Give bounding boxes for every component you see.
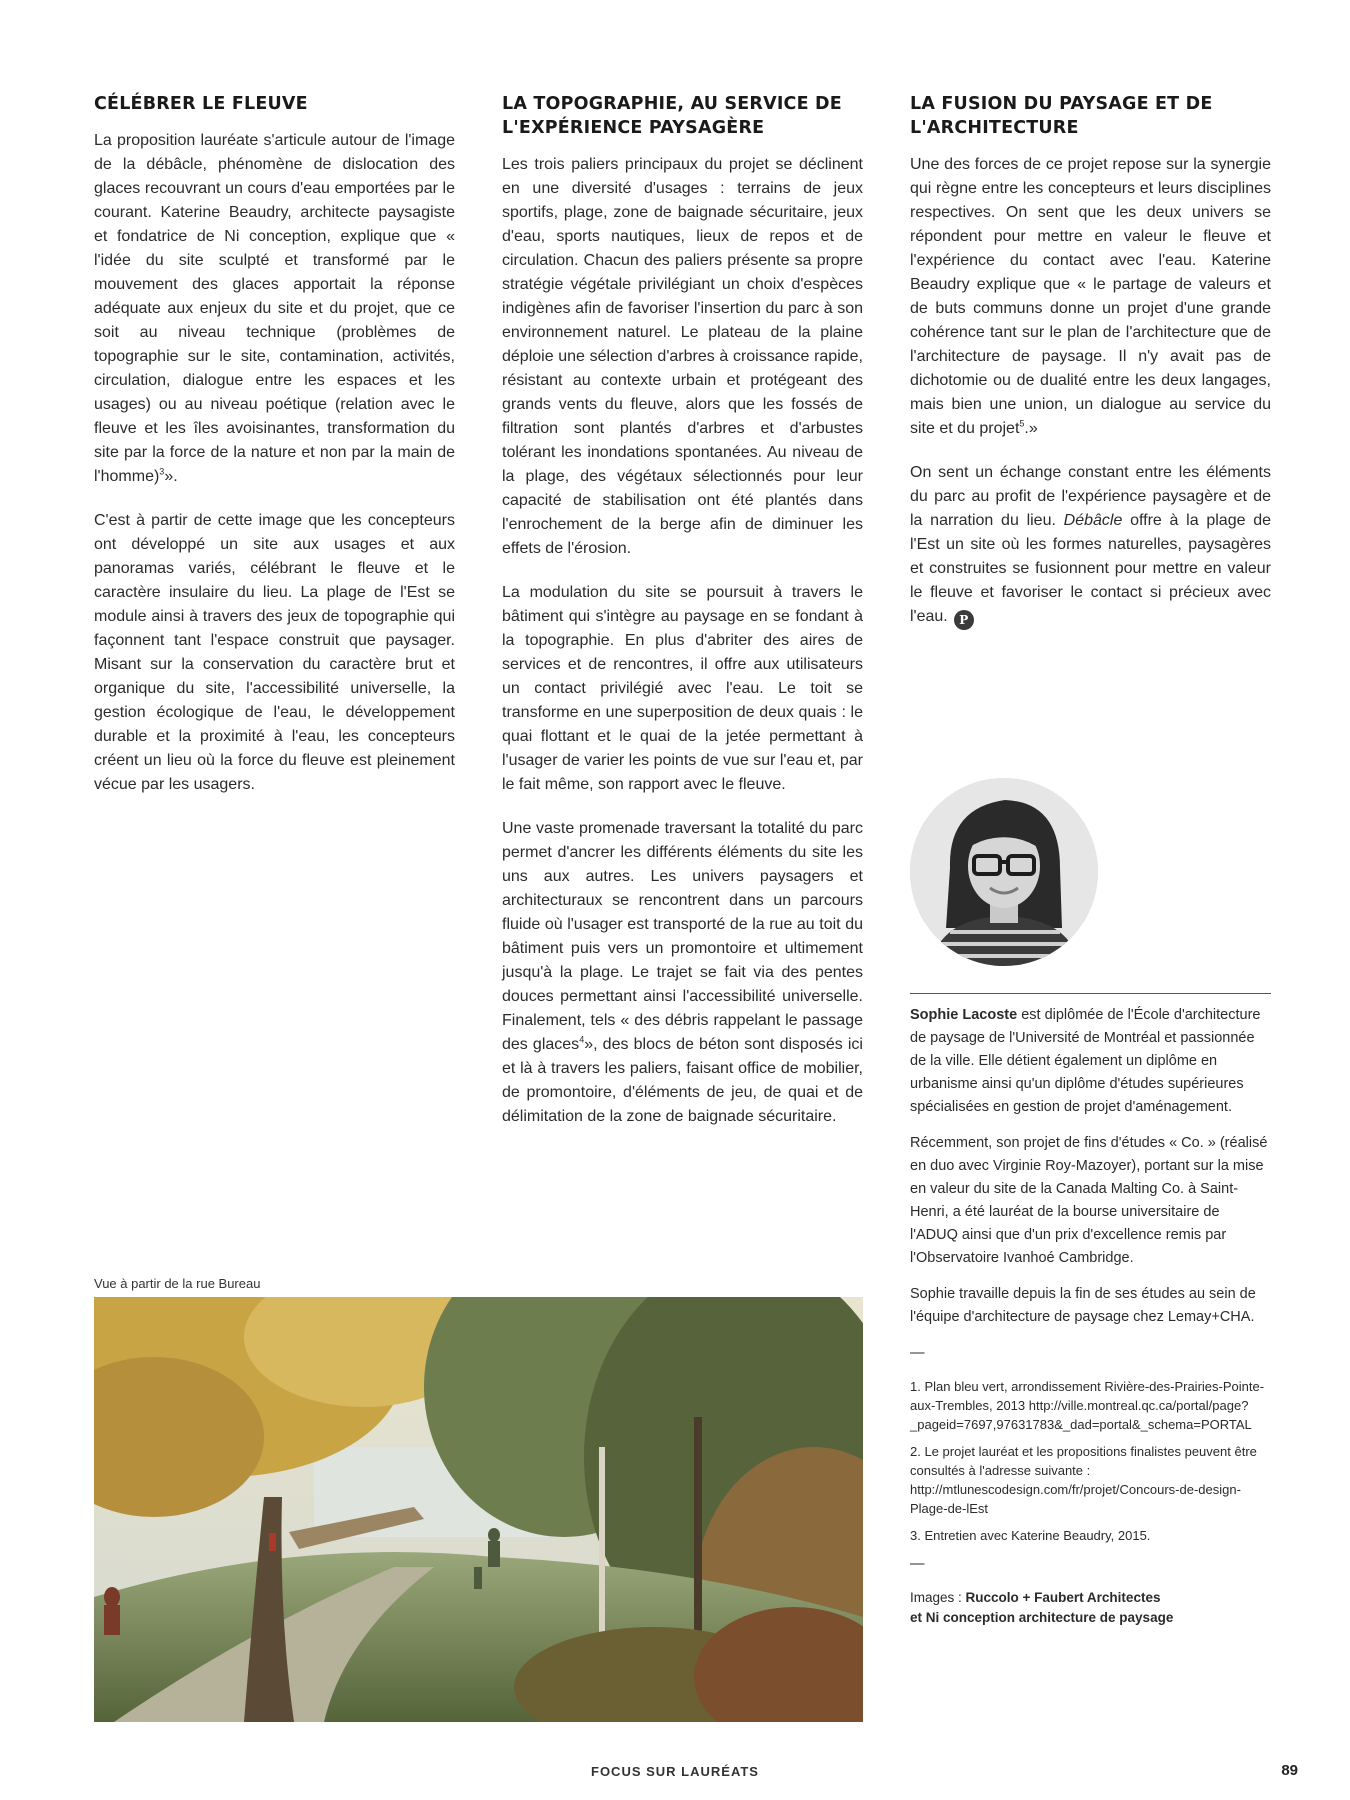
footer-section-title: FOCUS SUR LAURÉATS [591, 1764, 759, 1779]
divider [910, 993, 1271, 994]
footnote-3: 3. Entretien avec Katerine Beaudry, 2015. [910, 1528, 1151, 1543]
separator-dash: — [910, 1345, 925, 1361]
column-fusion [910, 92, 1271, 650]
bio-paragraph: Sophie travaille depuis la fin de ses études au sein de l'équipe d'architecture de paysage chez Lemay+CHA. [910, 1286, 1256, 1325]
paragraph: On sent un échange constant entre les éléments du parc au profit de l'expérience paysagère et de la narration du lieu. Débâcle offre à la plage de l'Est un site où les formes naturelles, paysagères et construites se fusionnent pour mettre en valeur le fleuve et favoriser le contact si précieux avec l'eau. P [910, 461, 1271, 630]
end-of-article-icon: P [954, 610, 974, 630]
footnote-2: 2. Le projet lauréat et les propositions finalistes peuvent être consultés à l'adresse suivante : http://mtlunescodesign.com/fr/projet/Concours-de-design-Plage-de-lEst [910, 1444, 1257, 1516]
paragraph: La modulation du site se poursuit à travers le bâtiment qui s'intègre au paysage en se fondant à la topographie. En plus d'abriter des aires de services et de rencontres, il offre aux utilisateurs un contact privilégié avec l'eau. Le toit se transforme en une superposition de deux quais : le quai flottant et le quai de la jetée permettant à l'usager de varier les points de vue sur l'eau et, par le fait même, son rapport avec le fleuve. [502, 584, 863, 793]
heading-topographie: LA TOPOGRAPHIE, AU SERVICE DE L'EXPÉRIENCE PAYSAGÈRE [502, 94, 842, 138]
bio-paragraph: Récemment, son projet de fins d'études « Co. » (réalisé en duo avec Virginie Roy-Mazoyer), portant sur la mise en valeur du site de la Canada Malting Co. à Saint-Henri, a été lauréat de la bourse universitaire de l'ADUQ ainsi que d'un prix d'excellence remis par l'Observatoire Ivanhoé Cambridge. [910, 1135, 1268, 1266]
column-topographie [502, 92, 863, 1149]
photo-caption: Vue à partir de la rue Bureau [94, 1276, 261, 1291]
paragraph: Les trois paliers principaux du projet se déclinent en une diversité d'usages : terrains de jeux sportifs, plage, zone de baignade sécuritaire, jeux d'eau, sports nautiques, lieux de repos et de circulation. Chacun des paliers présente sa propre stratégie végétale privilégiant un choix d'espèces indigènes afin de favoriser l'insertion du parc à son environnement naturel. Le plateau de la plaine déploie une sélection d'arbres à croissance rapide, résistant au contexte urbain et protégeant des grands vents du fleuve, alors que les fossés de filtration sont plantés d'arbres et d'arbustes tolérant les inondations spontanées. Au niveau de la plage, des végétaux sélectionnés pour leur capacité de stabilisation ont été plantés dans l'enrochement de la berge afin de diminuer les effets de l'érosion. [502, 156, 863, 557]
column-celebrer [94, 92, 455, 817]
heading-celebrer: CÉLÉBRER LE FLEUVE [94, 94, 308, 114]
page-number: 89 [1281, 1762, 1298, 1779]
separator-dash: — [910, 1556, 925, 1572]
paragraph: C'est à partir de cette image que les concepteurs ont développé un site aux usages et aux panoramas variés, célébrant le fleuve et le caractère insulaire du lieu. La plage de l'Est se module ainsi à travers des jeux de topographie qui façonnent tant l'espace construit que paysager. Misant sur la conservation du caractère brut et organique du site, l'accessibilité universelle, la gestion écologique de l'eau, le développement durable et la proximité à l'eau, les concepteurs créent un lieu où la force du fleuve est pleinement vécue par les usagers. [94, 512, 455, 793]
paragraph: Une des forces de ce projet repose sur la synergie qui règne entre les concepteurs et leurs disciplines respectives. On sent que les deux univers se répondent pour mettre en valeur le fleuve et l'expérience du contact avec l'eau. Katerine Beaudry explique que « le partage de valeurs et de buts communs donne un projet d'une grande cohérence tant sur le plan de l'architecture que de l'architecture de paysage. Il n'y avait pas de dichotomie ou de dualité entre les deux langages, mais bien une union, un dialogue au service du site et du projet$^5$.» [910, 156, 1271, 437]
author-name: Sophie Lacoste [910, 1007, 1018, 1023]
footnote-1: 1. Plan bleu vert, arrondissement Rivière-des-Prairies-Pointe-aux-Trembles, 2013 http://ville.montreal.qc.ca/portal/page?_pageid=7697,97631783&_dad=portal&_schema=PORTAL [910, 1379, 1265, 1432]
author-photo [910, 778, 1098, 966]
bio-paragraph: Sophie Lacoste est diplômée de l'École d'architecture de paysage de l'Université de Montréal et passionnée de la ville. Elle détient également un diplôme en urbanisme ainsi qu'un diplôme d'études supérieures spécialisées en gestion de projet d'aménagement. [910, 1007, 1261, 1115]
paragraph: La proposition lauréate s'articule autour de l'image de la débâcle, phénomène de dislocation des glaces recouvrant un cours d'eau emportées par le courant. Katerine Beaudry, architecte paysagiste et fondatrice de Ni conception, explique que « l'idée du site sculpté et transformé par le mouvement des glaces apportait la réponse adéquate aux enjeux du site et du projet, que ce soit au niveau technique (problèmes de topographie sur le site, contamination, activités, circulation, dialogue entre les espaces et les usages) ou au niveau poétique (relation avec le fleuve et les îles avoisinantes, transformation du site par la force de la nature et non par la main de l'homme)$^3$». [94, 132, 455, 485]
paragraph: Une vaste promenade traversant la totalité du parc permet d'ancrer les différents éléments du site les uns aux autres. Les univers paysagers et architecturaux se rencontrent dans un parcours fluide où l'usager est transporté de la rue au toit du bâtiment puis vers un promontoire et ultimement jusqu'à la plage. Le trajet se fait via des pentes douces permettant ainsi l'accessibilité universelle. Finalement, tels « des débris rappelant le passage des glaces$^4$», des blocs de béton sont disposés ici et là à travers les paliers, faisant office de mobilier, de promontoire, d'éléments de jeu, de quai et de délimitation de la zone de baignade sécuritaire. [502, 820, 863, 1125]
park-rendering-image [94, 1297, 863, 1722]
park-rendering [94, 1297, 863, 1722]
image-credits: Images : Ruccolo + Faubert Architectes et Ni conception architecture de paysage [910, 1590, 1174, 1625]
heading-fusion: LA FUSION DU PAYSAGE ET DE L'ARCHITECTURE [910, 94, 1213, 138]
author-portrait [910, 778, 1098, 966]
author-bio [910, 1004, 1271, 1628]
